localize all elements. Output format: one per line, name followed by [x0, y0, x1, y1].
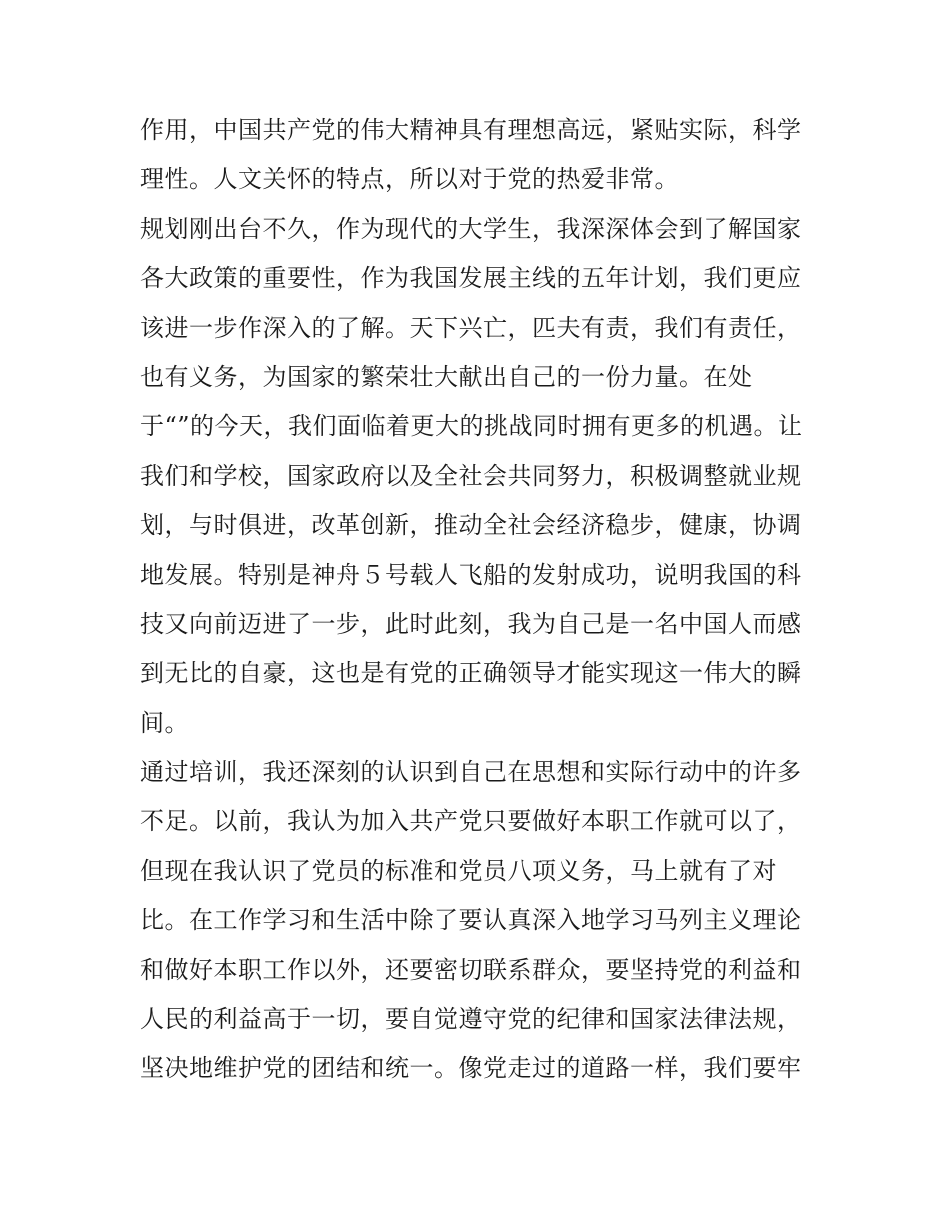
text-line: 地发展。特别是神舟５号载人飞船的发射成功，说明我国的科 — [140, 560, 802, 589]
text-line: 不足。以前，我认为加入共产党只要做好本职工作就可以了， — [140, 807, 802, 836]
text-line: 坚决地维护党的团结和统一。像党走过的道路一样，我们要牢 — [140, 1054, 802, 1083]
text-line: 规划刚出台不久，作为现代的大学生，我深深体会到了解国家 — [140, 214, 802, 243]
text-line: 作用，中国共产党的伟大精神具有理想高远，紧贴实际，科学 — [140, 116, 802, 144]
text-line: 该进一步作深入的了解。天下兴亡，匹夫有责，我们有责任， — [140, 313, 802, 342]
text-line: 划，与时俱进，改革创新，推动全社会经济稳步，健康，协调 — [140, 511, 802, 540]
text-line: 理性。人文关怀的特点，所以对于党的热爱非常。 — [140, 165, 679, 194]
text-line: 间。 — [140, 708, 189, 737]
document-body — [140, 106, 820, 1094]
text-line: 但现在我认识了党员的标准和党员八项义务，马上就有了对 — [140, 856, 777, 885]
text-line: 各大政策的重要性，作为我国发展主线的五年计划，我们更应 — [140, 264, 802, 293]
text-line: 到无比的自豪，这也是有党的正确领导才能实现这一伟大的瞬 — [140, 659, 802, 688]
text-line: 我们和学校，国家政府以及全社会共同努力，积极调整就业规 — [140, 461, 802, 490]
text-line: 也有义务，为国家的繁荣壮大献出自己的一份力量。在处 — [140, 362, 753, 391]
text-line: 通过培训，我还深刻的认识到自己在思想和实际行动中的许多 — [140, 758, 802, 787]
text-line: 于“”的今天，我们面临着更大的挑战同时拥有更多的机遇。让 — [140, 412, 803, 441]
text-line: 技又向前迈进了一步，此时此刻，我为自己是一名中国人而感 — [140, 609, 802, 638]
text-line: 人民的利益高于一切，要自觉遵守党的纪律和国家法律法规， — [140, 1005, 802, 1034]
text-line: 比。在工作学习和生活中除了要认真深入地学习马列主义理论 — [140, 906, 802, 935]
text-line: 和做好本职工作以外，还要密切联系群众，要坚持党的利益和 — [140, 955, 802, 984]
